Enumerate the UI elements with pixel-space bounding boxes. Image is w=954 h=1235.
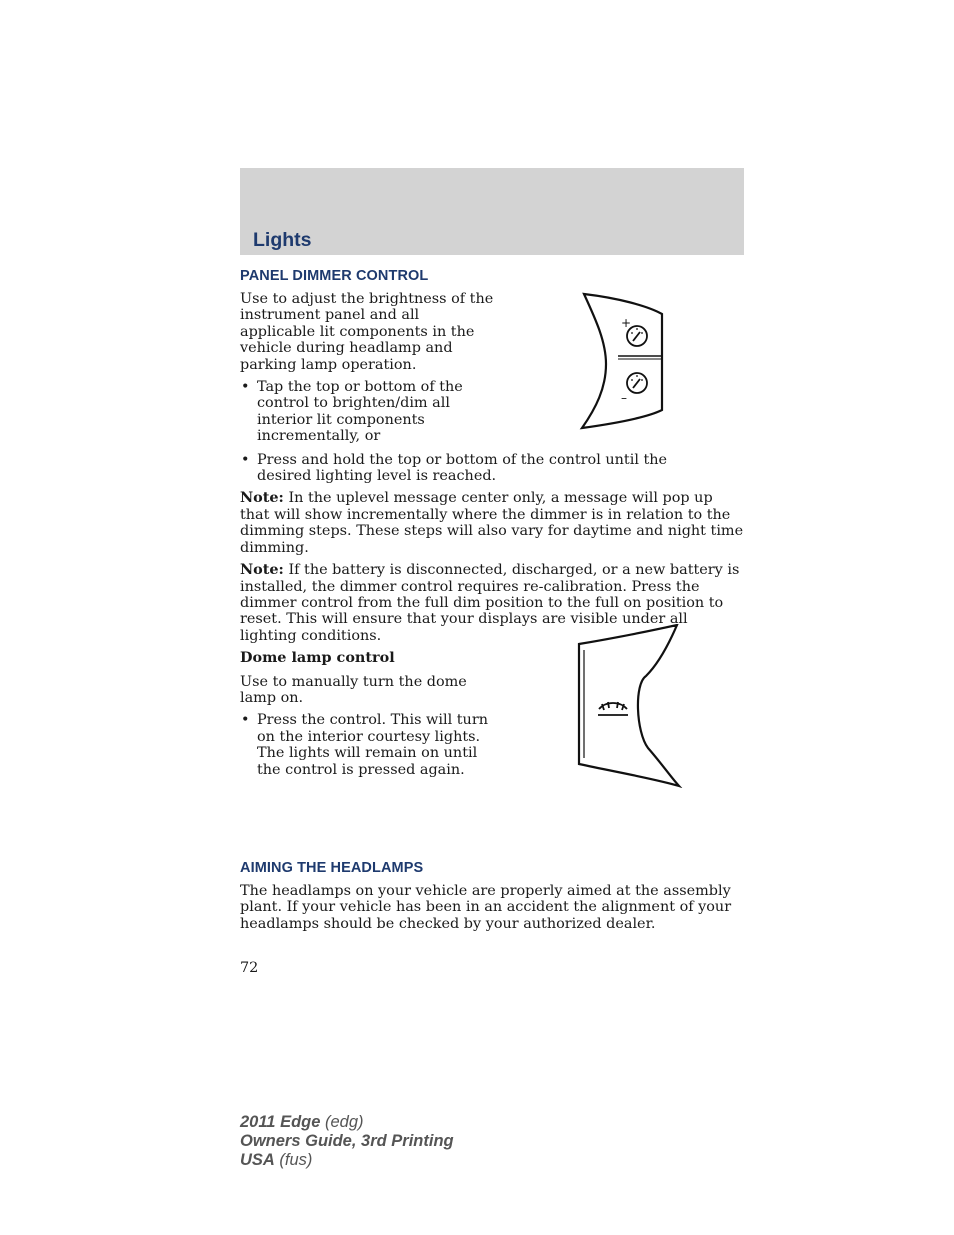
bullet-mark: • (241, 712, 250, 729)
dome-lamp-intro: Use to manually turn the dome lamp on. (240, 673, 467, 706)
footer-line (240, 1132, 454, 1151)
note-text: In the uplevel message center only, a message will pop up that will show incrementally where the dimmer is in relation to the dimming steps. These steps will also vary for daytime and night time dimming. (240, 490, 744, 556)
page-content (240, 268, 745, 932)
note-label: Note: (240, 489, 284, 507)
footer-market: USA (240, 1151, 275, 1169)
footer-line (240, 1113, 454, 1132)
bullet-mark: • (241, 451, 250, 468)
page-number: 72 (240, 960, 259, 976)
list-item (240, 712, 497, 778)
panel-dimmer-intro: Use to adjust the brightness of the instrument panel and all applicable lit components in the vehicle during headlamp and parking lamp operation. (240, 291, 494, 373)
aiming-text: The headlamps on your vehicle are properly aimed at the assembly plant. If your vehicle has been in an accident the alignment of your headlamps should be checked by your authorized dealer. (240, 882, 732, 932)
document-footer (240, 1113, 454, 1170)
footer-model: 2011 Edge (240, 1113, 321, 1131)
list-item (240, 379, 507, 445)
note-text: If the battery is disconnected, discharged, or a new battery is installed, the dimmer control requires re-calibration. Press the dimmer control from the full dim position to the full on position to reset. This will ensure that your displays are visible under all lighting conditions. (240, 562, 740, 644)
note-paragraph (240, 490, 745, 556)
dimmer-plus-sign: + (621, 316, 632, 330)
note-paragraph (240, 562, 745, 644)
list-item (240, 452, 677, 485)
panel-dimmer-heading: PANEL DIMMER CONTROL (240, 268, 429, 284)
section-header-band (240, 168, 744, 255)
section-title: Lights (253, 229, 312, 251)
list-item-text: Press and hold the top or bottom of the control until the desired lighting level is reached. (257, 451, 668, 485)
list-item-text: Tap the top or bottom of the control to brighten/dim all interior lit components incrementally, or (257, 379, 463, 445)
footer-market-code: (fus) (274, 1151, 313, 1169)
list-item-text: Press the control. This will turn on the interior courtesy lights. The lights will remain on until the control is pressed again. (257, 712, 488, 778)
dimmer-minus-sign: – (621, 391, 627, 405)
footer-printing: Owners Guide, 3rd Printing (240, 1132, 454, 1150)
footer-line (240, 1151, 454, 1170)
aiming-heading: AIMING THE HEADLAMPS (240, 859, 424, 876)
footer-model-code: (edg) (320, 1113, 364, 1131)
note-label: Note: (240, 561, 284, 579)
bullet-mark: • (241, 379, 250, 396)
dome-lamp-heading: Dome lamp control (240, 649, 395, 667)
